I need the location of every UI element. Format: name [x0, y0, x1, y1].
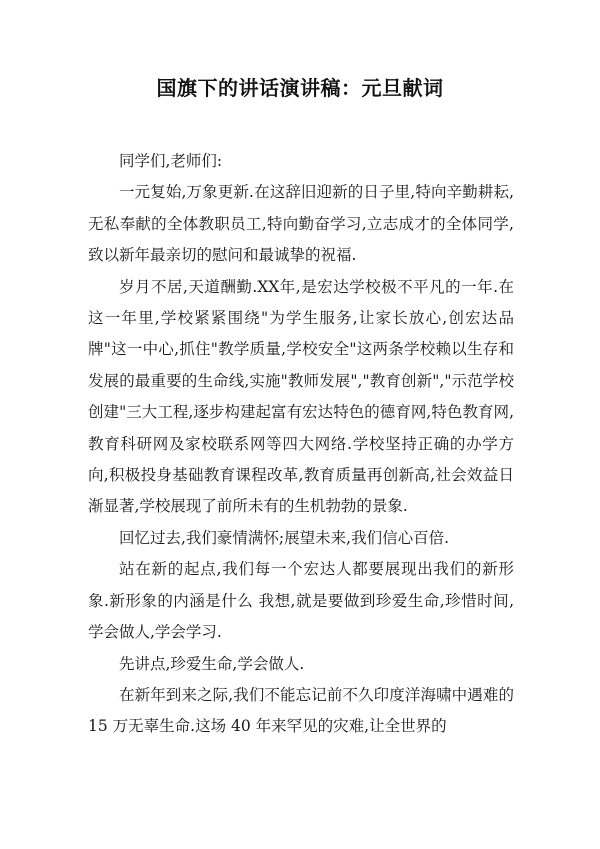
paragraph-year-review: 岁月不居,天道酬勤.XX年,是宏达学校极不平凡的一年.在这一年里,学校紧紧围绕"为学生服务,让家长放心,创宏达品牌"这一中心,抓住"教学质量,学校安全"这两条学校赖以生存和发展的最重要的生命线,实施"教师发展","教育创新","示范学校创建"三大工程,逐步构建起富有宏达特色的德育网,特色教育网,教育科研网及家校联系网等四大网络.学校坚持正确的办学方向,积极投身基础教育课程改革,教育质量再创新高,社会效益日渐显著,学校展现了前所未有的生机勃勃的景象. — [88, 277, 514, 516]
paragraph-greeting: 同学们,老师们: — [119, 152, 223, 170]
paragraph-new-year-wishes: 一元复始,万象更新.在这辞旧迎新的日子里,特向辛勤耕耘,无私奉献的全体教职员工,特向勤奋学习,立志成才的全体同学,致以新年最亲切的慰问和最诚挚的祝福. — [88, 183, 514, 265]
paragraph-new-image: 站在新的起点,我们每一个宏达人都要展现出我们的新形象.新形象的内涵是什么 我想,就是要做到珍爱生命,珍惜时间,学会做人,学会学习. — [88, 560, 514, 642]
paragraph-first-point: 先讲点,珍爱生命,学会做人. — [119, 654, 305, 673]
document-title: 国旗下的讲话演讲稿：元旦献词 — [156, 76, 444, 100]
paragraph-tsunami: 在新年到来之际,我们不能忘记前不久印度洋海啸中遇难的 15 万无辜生命.这场 40 年来罕见的灾难,让全世界的 — [88, 685, 514, 736]
paragraph-past-and-future: 回忆过去,我们豪情满怀;展望未来,我们信心百倍. — [119, 528, 450, 547]
document-body — [88, 146, 514, 743]
